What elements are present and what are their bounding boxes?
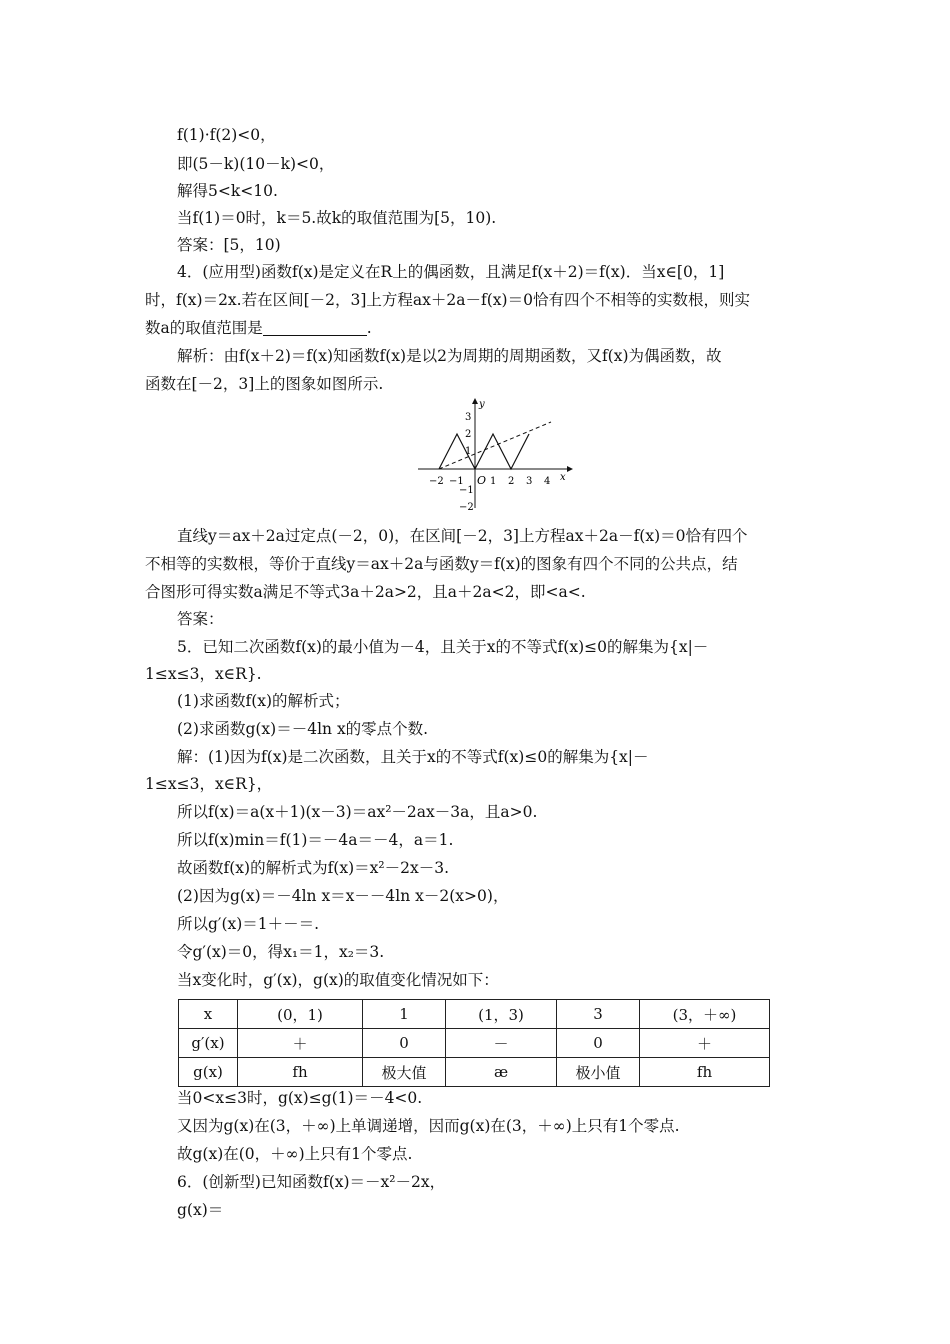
answer-blank [263, 319, 367, 336]
y-tick-label: 1 [465, 446, 472, 457]
table-cell: g′(x) [179, 1029, 238, 1058]
table-cell: － [446, 1029, 557, 1058]
period: . [366, 319, 372, 337]
solution-line: 当x变化时，g′(x)，g(x)的取值变化情况如下： [177, 971, 499, 989]
problem-5-line: 1≤x≤3，x∈R}. [145, 665, 262, 683]
table-cell: 0 [557, 1029, 640, 1058]
table-cell: 0 [363, 1029, 446, 1058]
dashed-line [439, 422, 551, 469]
y-tick-label: −2 [459, 502, 474, 513]
solution-line: (2)因为g(x)＝－4ln x＝x－－4ln x－2(x>0)， [177, 887, 509, 905]
solution-line: 直线y＝ax＋2a过定点(－2，0)，在区间[－2，3]上方程ax＋2a－f(x)＝0恰有四个 [177, 527, 748, 545]
y-axis-label: y [479, 399, 485, 410]
problem-5-part-1: (1)求函数f(x)的解析式； [177, 692, 350, 710]
problem-4-text: 数a的取值范围是 [145, 319, 263, 337]
y-tick-label: 2 [465, 429, 472, 440]
table-cell: 极大值 [363, 1058, 446, 1087]
x-tick-label: 4 [544, 476, 551, 487]
variation-table [178, 999, 770, 1087]
table-cell: ＋ [640, 1029, 770, 1058]
x-tick-label: 1 [490, 476, 497, 487]
answer-line: 答案：[5，10) [177, 236, 281, 254]
y-tick-label: 3 [465, 412, 472, 423]
x-tick-label: 3 [526, 476, 533, 487]
x-axis-label: x [560, 472, 566, 483]
table-row [179, 1029, 770, 1058]
problem-6-line: 6．(创新型)已知函数f(x)＝－x²－2x， [177, 1173, 446, 1191]
x-tick-label: −1 [449, 476, 464, 487]
solution-line: 故g(x)在(0，＋∞)上只有1个零点. [177, 1145, 413, 1163]
solution-line: 所以g′(x)＝1＋－＝. [177, 915, 320, 933]
answer-line: 答案： [177, 610, 224, 628]
solution-line: 所以f(x)＝a(x＋1)(x－3)＝ax²－2ax－3a，且a>0. [177, 803, 538, 821]
table-cell: æ [446, 1058, 557, 1087]
x-tick-label: 2 [508, 476, 515, 487]
table-cell: 1 [363, 1000, 446, 1029]
y-axis-arrow-icon [472, 398, 478, 404]
function-graph [415, 396, 575, 516]
solution-line: 故函数f(x)的解析式为f(x)＝x²－2x－3. [177, 859, 449, 877]
text-line: 即(5－k)(10－k)<0， [177, 155, 335, 173]
problem-5-line: 5．已知二次函数f(x)的最小值为－4，且关于x的不等式f(x)≤0的解集为{x|－ [177, 638, 709, 656]
table-row [179, 1000, 770, 1029]
table-cell: 极小值 [557, 1058, 640, 1087]
problem-4-line [145, 317, 372, 339]
table-cell: fh [238, 1058, 363, 1087]
x-tick-label: −2 [429, 476, 444, 487]
problem-4-line: 4．(应用型)函数f(x)是定义在R上的偶函数，且满足f(x＋2)＝f(x)．当x∈[0，1] [177, 263, 725, 281]
solution-line: 令g′(x)＝0，得x₁＝1，x₂＝3. [177, 943, 385, 961]
solution-line: 函数在[－2，3]上的图象如图所示. [145, 375, 384, 393]
table-cell: (0，1) [238, 1000, 363, 1029]
problem-4-line: 时，f(x)＝2x.若在区间[－2，3]上方程ax＋2a－f(x)＝0恰有四个不相等的实数根，则实 [145, 291, 750, 309]
table-cell: g(x) [179, 1058, 238, 1087]
y-tick-label: −1 [459, 485, 474, 496]
table-cell: 3 [557, 1000, 640, 1029]
solution-line: 解析：由f(x＋2)＝f(x)知函数f(x)是以2为周期的周期函数，又f(x)为偶函数，故 [177, 347, 722, 365]
table-cell: (3，＋∞) [640, 1000, 770, 1029]
origin-label: O [477, 474, 487, 487]
x-axis-arrow-icon [567, 466, 573, 472]
solution-line: 不相等的实数根，等价于直线y＝ax＋2a与函数y＝f(x)的图象有四个不同的公共点，结 [145, 555, 738, 573]
problem-5-part-2: (2)求函数g(x)＝－4ln x的零点个数. [177, 720, 429, 738]
solution-line: 又因为g(x)在(3，＋∞)上单调递增，因而g(x)在(3，＋∞)上只有1个零点. [177, 1117, 680, 1135]
text-line: 当f(1)＝0时，k＝5.故k的取值范围为[5，10). [177, 209, 497, 227]
problem-6-line: g(x)＝ [177, 1201, 224, 1219]
table-cell: ＋ [238, 1029, 363, 1058]
solution-line: 合图形可得实数a满足不等式3a＋2a>2，且a＋2a<2，即<a<. [145, 583, 586, 601]
table-cell: fh [640, 1058, 770, 1087]
solution-line: 当0<x≤3时，g(x)≤g(1)＝－4<0. [177, 1089, 423, 1107]
table-cell: x [179, 1000, 238, 1029]
solution-line: 解：(1)因为f(x)是二次函数，且关于x的不等式f(x)≤0的解集为{x|－ [177, 748, 649, 766]
text-line: f(1)·f(2)<0， [177, 126, 276, 144]
text-line: 解得5<k<10. [177, 182, 278, 200]
table-cell: (1，3) [446, 1000, 557, 1029]
table-row [179, 1058, 770, 1087]
solution-line: 所以f(x)min＝f(1)＝－4a＝－4，a＝1. [177, 831, 454, 849]
solution-line: 1≤x≤3，x∈R}， [145, 775, 273, 793]
